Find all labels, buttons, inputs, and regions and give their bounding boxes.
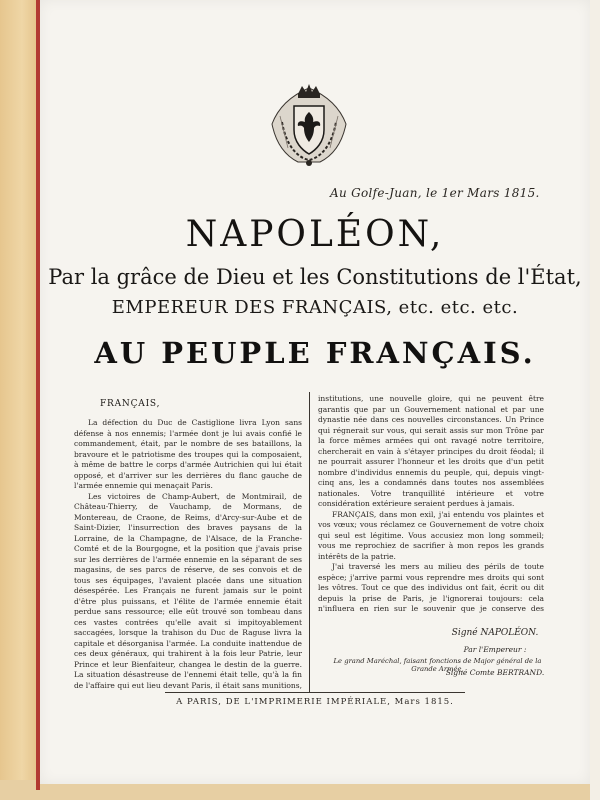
signature-marshal: Le grand Maréchal, faisant fonctions de Major général de la Grande Armée,: [333, 657, 542, 673]
dateline: Au Golfe-Juan, le 1er Mars 1815.: [330, 186, 540, 200]
imperial-eagle-crest-icon: [268, 82, 350, 168]
paragraph: J'ai traversé les mers au milieu des périls de toute espèce; j'arrive parmi vous reprendre mes droits qui sont les vôtres. Tout ce que des individus ont fait, écrit ou dit depuis la prise de Paris, je l'ignorerai toujours: cela n'influera en rien sur le souvenir que je conserve des: [318, 562, 544, 613]
imprint-rule: [165, 692, 465, 693]
background-right: [590, 0, 600, 800]
proclamation-heading: AU PEUPLE FRANÇAIS.: [94, 336, 536, 370]
emperor-line: EMPEREUR DES FRANÇAIS, etc. etc. etc.: [111, 297, 519, 318]
signature-bertrand: Signé Comte BERTRAND.: [445, 668, 545, 677]
background-left: [0, 0, 40, 800]
column-divider: [309, 392, 310, 692]
left-column: [74, 418, 302, 690]
salutation: FRANÇAIS,: [100, 399, 161, 409]
imprint-line: A PARIS, DE L'IMPRIMERIE IMPÉRIALE, Mars 1815.: [176, 697, 454, 707]
signature-by-emperor: Par l'Empereur :: [463, 645, 527, 654]
paragraph: La défection du Duc de Castiglione livra Lyon sans défense à nos ennemis; l'armée dont je lui avais confié le commandement, était, par le nombre de ses bataillons, la bravoure et le patriotisme des troupes qui la composaient, à même de battre le corps d'armée Autrichien qui lui était opposé, et d'arriver sur les derrières du flanc gauche de l'armée ennemie qui menaçait Paris.: [74, 418, 302, 490]
paragraph: FRANÇAIS, dans mon exil, j'ai entendu vos plaintes et vos vœux; vous réclamez ce Gouvernement de votre choix qui seul est légitime. Vous accusiez mon long sommeil; vous me reprochiez de sacrifier à mon repos les grands intérêts de la patrie.: [318, 509, 544, 561]
right-column: [318, 394, 544, 614]
paragraph: Les victoires de Champ-Aubert, de Montmirail, de Château-Thierry, de Vauchamp, de Mormans, de Montereau, de Craone, de Reims, d'Arcy-sur-Aube et de Saint-Dizier, l'insurrection des braves paysans de la Lorraine, de la Champagne, de l'Alsace, de la Franche-Comté et de la Bourgogne, et la position que j'avais prise sur les derrières de l'armée ennemie en la séparant de ses magasins, de ses parcs de réserve, de ses convois et de tous ses équipages, l'avaient placée dans une situation désespérée. Les Français ne furent jamais sur le point d'être plus puissans, et l'élite de l'armée ennemie était perdue sans ressource; elle eût trouvé son tombeau dans ces vastes contrées qu'elle avait si impitoyablement saccagées, lorsque la trahison du Duc de Raguse livra la capitale et désorganisa l'armée. La conduite inattendue de ces deux généraux, qui trahirent à la fois leur Patrie, leur Prince et leur Bienfaiteur, changea le destin de la guerre. La situation désastreuse de l'ennemi était telle, qu'à la fin de l'affaire qui eut lieu devant Paris, il était sans munitions,: [74, 491, 302, 690]
grace-line: Par la grâce de Dieu et les Constitutions de l'État,: [48, 265, 582, 289]
signature-napoleon: Signé NAPOLÉON.: [451, 628, 539, 638]
napoleon-title: NAPOLÉON,: [185, 214, 445, 255]
paragraph: institutions, une nouvelle gloire, qui ne peuvent être garantis que par un Gouvernement national et par une dynastie née dans ces nouvelles circonstances. Un Prince qui régnerait sur vous, qui serait assis sur mon Trône par la force mêmes armées qui ont ravagé notre territoire, chercherait en vain à s'étayer principes du droit féodal; il ne pourrait assurer l'honneur et les droits que d'un petit nombre d'individus ennemis du peuple, qui, depuis vingt-cinq ans, les a condamnés dans toutes nos assemblées nationales. Votre tranquillité intérieure et votre considération extérieure seraient perdues à jamais.: [318, 394, 544, 508]
